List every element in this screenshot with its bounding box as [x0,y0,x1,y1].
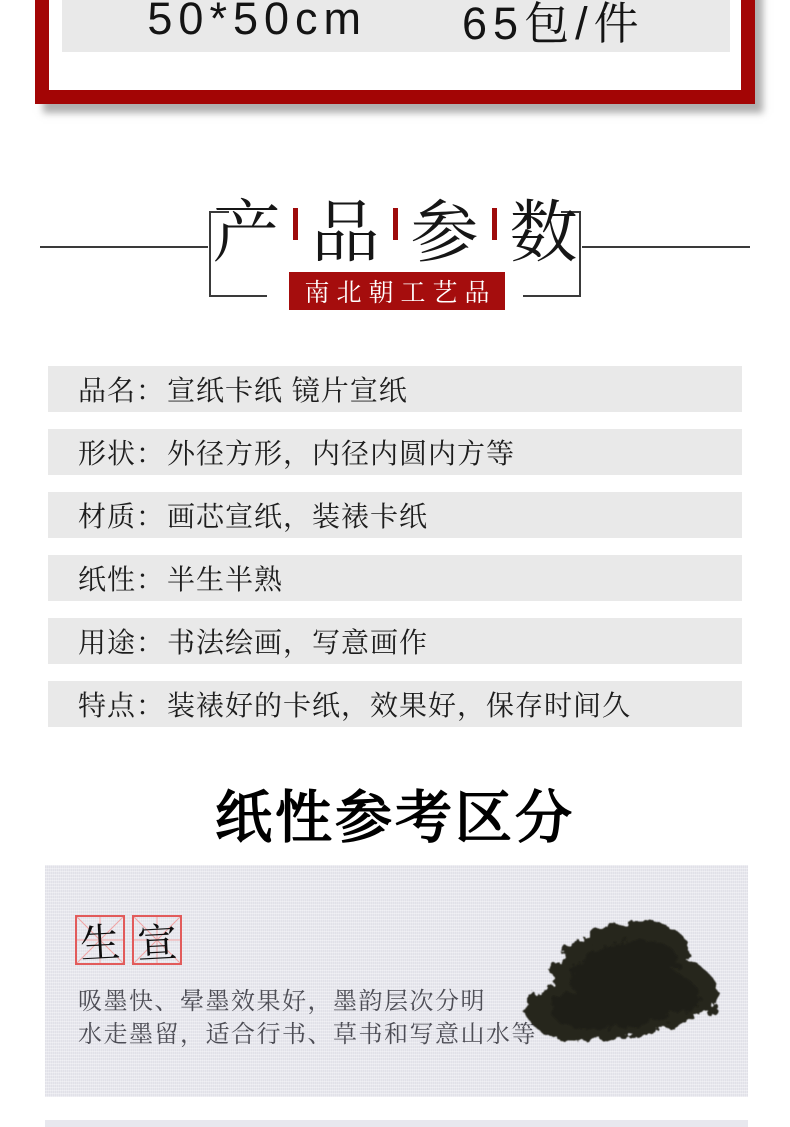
rice-grid-box [75,915,125,965]
param-row-name [48,366,742,412]
ink-blot-icon [513,897,748,1067]
param-label: 特点： [78,690,166,721]
param-value: 装裱好的卡纸，效果好，保存时间久 [167,690,632,721]
param-label: 纸性： [78,564,166,595]
size-label: 50*50cm [147,0,368,44]
pack-quantity-label: 65包/件 [462,0,645,49]
grid-char: 宣 [136,919,179,967]
ink-property-line-2: 水走墨留，适合行书、草书和写意山水等 [78,1022,537,1048]
param-row-paper-type [48,555,742,601]
param-value: 宣纸卡纸 镜片宣纸 [167,375,408,406]
param-row-material [48,492,742,538]
ink-property-line-1: 吸墨快、晕墨效果好，墨韵层次分明 [78,989,486,1015]
red-divider-bar [293,208,298,240]
param-value: 画芯宣纸，装裱卡纸 [167,501,429,532]
raw-xuan-card [45,865,748,1097]
title-char: 参 [410,195,479,271]
grid-char: 生 [79,919,122,967]
param-row-shape [48,429,742,475]
red-divider-bar [393,208,398,240]
size-info-bar [62,0,730,52]
param-label: 品名： [78,375,166,406]
red-divider-bar [492,208,497,240]
param-label: 材质： [78,501,166,532]
param-label: 用途： [78,627,166,658]
title-char: 数 [509,195,578,271]
param-value: 半生半熟 [167,564,284,595]
param-label: 形状： [78,438,166,469]
next-section-edge [45,1120,748,1127]
param-value: 外径方形，内径内圆内方等 [167,438,516,469]
brand-banner: 南北朝工艺品 [289,272,505,310]
paper-comparison-heading: 纸性参考区分 [215,786,575,850]
title-bracket-tick [209,295,267,297]
param-row-features [48,681,742,727]
section-title-product-parameters [0,195,790,271]
title-bracket-tick [523,295,581,297]
title-char: 产 [212,195,281,271]
param-value: 书法绘画，写意画作 [167,627,429,658]
calligraphy-grid-boxes [75,915,182,965]
rice-grid-box [132,915,182,965]
title-char: 品 [311,195,380,271]
param-row-usage [48,618,742,664]
